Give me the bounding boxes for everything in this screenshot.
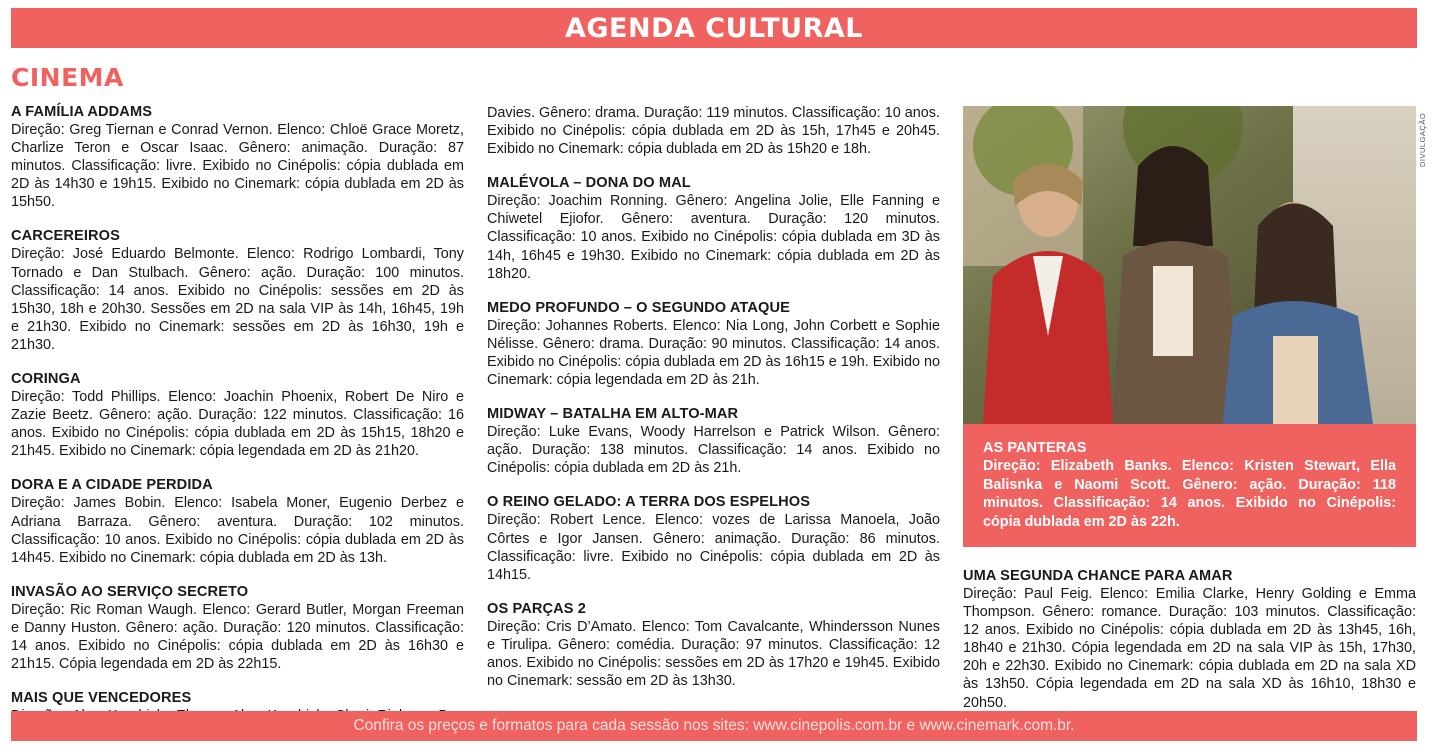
movie-entry bbox=[11, 477, 464, 566]
movie-details: Direção: Paul Feig. Elenco: Emilia Clarke, Henry Golding e Emma Thompson. Gênero: romance. Duração: 103 minutos. Classificação: 12 anos. Exibido no Cinépolis: cópia dublada em 2D às 13h45, 16h, 18h40 e 21h30. Cópia legendada em 2D na sala VIP às 15h, 17h30, 20h e 22h30. Exibido no Cinemark: cópia dublada em 2D na sala XD às 13h50. Cópia legendada em 2D na sala XD às 16h10, 18h30 e 20h50. bbox=[963, 586, 1416, 711]
movie-entry bbox=[487, 494, 940, 583]
movie-title: CARCEREIROS bbox=[11, 228, 120, 245]
movie-details: Direção: Todd Phillips. Elenco: Joachin Phoenix, Robert De Niro e Zazie Beetz. Gênero: ação. Duração: 122 minutos. Classificação: 16 anos. Exibido no Cinépolis: cópia dublada em 2D às 15h15, 18h20 e 21h45. Exibido no Cinemark: cópia legendada em 2D às 21h20. bbox=[11, 389, 464, 460]
movie-title: CORINGA bbox=[11, 371, 81, 388]
featured-details: Direção: Elizabeth Banks. Elenco: Kristen Stewart, Ella Balisnka e Naomi Scott. Gênero: ação. Duração: 118 minutos. Classificação: 14 anos. Exibido no Cinépolis: cópia dublada em 2D às 22h. bbox=[983, 458, 1396, 530]
movie-title: MALÉVOLA – DONA DO MAL bbox=[487, 175, 691, 192]
movie-entry bbox=[11, 584, 464, 673]
movie-entry bbox=[963, 568, 1416, 712]
movie-entry-continued bbox=[487, 104, 940, 158]
footer-text: Confira os preços e formatos para cada sessão nos sites: www.cinepolis.com.br e www.cinemark.com.br. bbox=[353, 717, 1075, 734]
movie-details: Direção: Robert Lence. Elenco: vozes de Larissa Manoela, João Côrtes e Igor Jansen. Gênero: animação. Duração: 86 minutos. Classificação: livre. Exibido no Cinépolis: cópia dublada em 2D às 14h15. bbox=[487, 512, 940, 583]
header-bar bbox=[11, 8, 1417, 48]
movie-title: A FAMÍLIA ADDAMS bbox=[11, 104, 153, 120]
movie-photo bbox=[963, 106, 1416, 424]
movie-entry bbox=[487, 175, 940, 282]
movie-details: Direção: Luke Evans, Woody Harrelson e Patrick Wilson. Gênero: ação. Duração: 138 minutos. Classificação: 14 anos. Exibido no Cinépolis: cópia dublada em 2D às 21h. bbox=[487, 424, 940, 477]
movie-entry bbox=[487, 300, 940, 389]
column-3 bbox=[963, 568, 1416, 729]
movie-entry bbox=[11, 104, 464, 211]
movie-title: OS PARÇAS 2 bbox=[487, 600, 586, 617]
featured-title: AS PANTERAS bbox=[983, 440, 1087, 456]
photo-credit: DIVULGAÇÃO bbox=[1418, 112, 1427, 167]
movie-details: Direção: Greg Tiernan e Conrad Vernon. Elenco: Chloë Grace Moretz, Charlize Teron e Oscar Isaac. Gênero: animação. Duração: 87 minutos. Classificação: livre. Exibido no Cinépolis: cópia dublada em 2D às 14h30 e 19h15. Exibido no Cinemark: cópia dublada em 2D às 15h50. bbox=[11, 122, 464, 211]
movie-details: Direção: Cris D’Amato. Elenco: Tom Cavalcante, Whindersson Nunes e Tirulipa. Gênero: comédia. Duração: 97 minutos. Classificação: 12 anos. Exibido no Cinépolis: sessões em 2D às 17h20 e 19h45. Exibido no Cinemark: sessão em 2D às 13h30. bbox=[487, 618, 940, 690]
movie-details: Direção: José Eduardo Belmonte. Elenco: Rodrigo Lombardi, Tony Tornado e Dan Stulbach. Gênero: ação. Duração: 100 minutos. Classificação: 14 anos. Exibido no Cinépolis: sessões em 2D às 15h30, 18h e 20h30. Sessões em 2D na sala VIP às 14h, 16h45, 19h e 21h30. Exibido no Cinemark: sessões em 2D às 16h30, 19h e 21h30. bbox=[11, 246, 464, 353]
movie-entry bbox=[11, 228, 464, 354]
movie-entry bbox=[487, 601, 940, 690]
movie-details: Direção: Joachim Ronning. Gênero: Angelina Jolie, Elle Fanning e Chiwetel Ejiofor. Gênero: aventura. Duração: 120 minutos. Classificação: 10 anos. Exibido no Cinépolis: cópia dublada em 3D às 14h, 16h45 e 19h30. Exibido no Cinemark: cópia dublada em 2D às 18h20. bbox=[487, 193, 940, 282]
movie-title: DORA E A CIDADE PERDIDA bbox=[11, 477, 213, 494]
movie-details: Davies. Gênero: drama. Duração: 119 minutos. Classificação: 10 anos. Exibido no Cinépolis: cópia dublada em 2D às 15h, 17h45 e 20h45. Exibido no Cinemark: cópia dublada em 2D às 15h20 e 18h. bbox=[487, 105, 940, 158]
movie-title: MIDWAY – BATALHA EM ALTO-MAR bbox=[487, 406, 739, 423]
page-title: AGENDA CULTURAL bbox=[564, 12, 863, 44]
footer-bar bbox=[11, 711, 1417, 741]
movie-title: INVASÃO AO SERVIÇO SECRETO bbox=[11, 583, 249, 600]
featured-caption-box bbox=[963, 424, 1416, 547]
section-title: CINEMA bbox=[11, 63, 124, 92]
movie-details: Direção: Ric Roman Waugh. Elenco: Gerard Butler, Morgan Freeman e Danny Huston. Gênero: ação. Duração: 120 minutos. Classificação: 14 anos. Exibido no Cinépolis: cópia dublada em 2D às 16h30 e 21h15. Cópia legendada em 2D às 22h15. bbox=[11, 601, 464, 673]
movie-entry bbox=[487, 406, 940, 477]
movie-title: O REINO GELADO: A TERRA DOS ESPELHOS bbox=[487, 494, 811, 511]
movie-details: Direção: James Bobin. Elenco: Isabela Moner, Eugenio Derbez e Adriana Barraza. Gênero: aventura. Duração: 102 minutos. Classificação: 10 anos. Exibido no Cinépolis: cópia dublada em 2D às 14h45. Exibido no Cinemark: cópia dublada em 2D às 13h. bbox=[11, 495, 464, 566]
column-2 bbox=[487, 104, 940, 707]
movie-title: UMA SEGUNDA CHANCE PARA AMAR bbox=[963, 568, 1233, 584]
movie-title: MAIS QUE VENCEDORES bbox=[11, 690, 192, 707]
movie-still-image bbox=[963, 106, 1416, 424]
movie-details: Direção: Johannes Roberts. Elenco: Nia Long, John Corbett e Sophie Nélisse. Gênero: drama. Duração: 90 minutos. Classificação: 14 anos. Exibido no Cinépolis: cópia dublada em 2D às 16h15 e 19h. Exibido no Cinemark: cópia legendada em 2D às 21h. bbox=[487, 317, 940, 389]
column-1 bbox=[11, 104, 464, 742]
movie-title: MEDO PROFUNDO – O SEGUNDO ATAQUE bbox=[487, 299, 790, 316]
movie-entry bbox=[11, 371, 464, 460]
